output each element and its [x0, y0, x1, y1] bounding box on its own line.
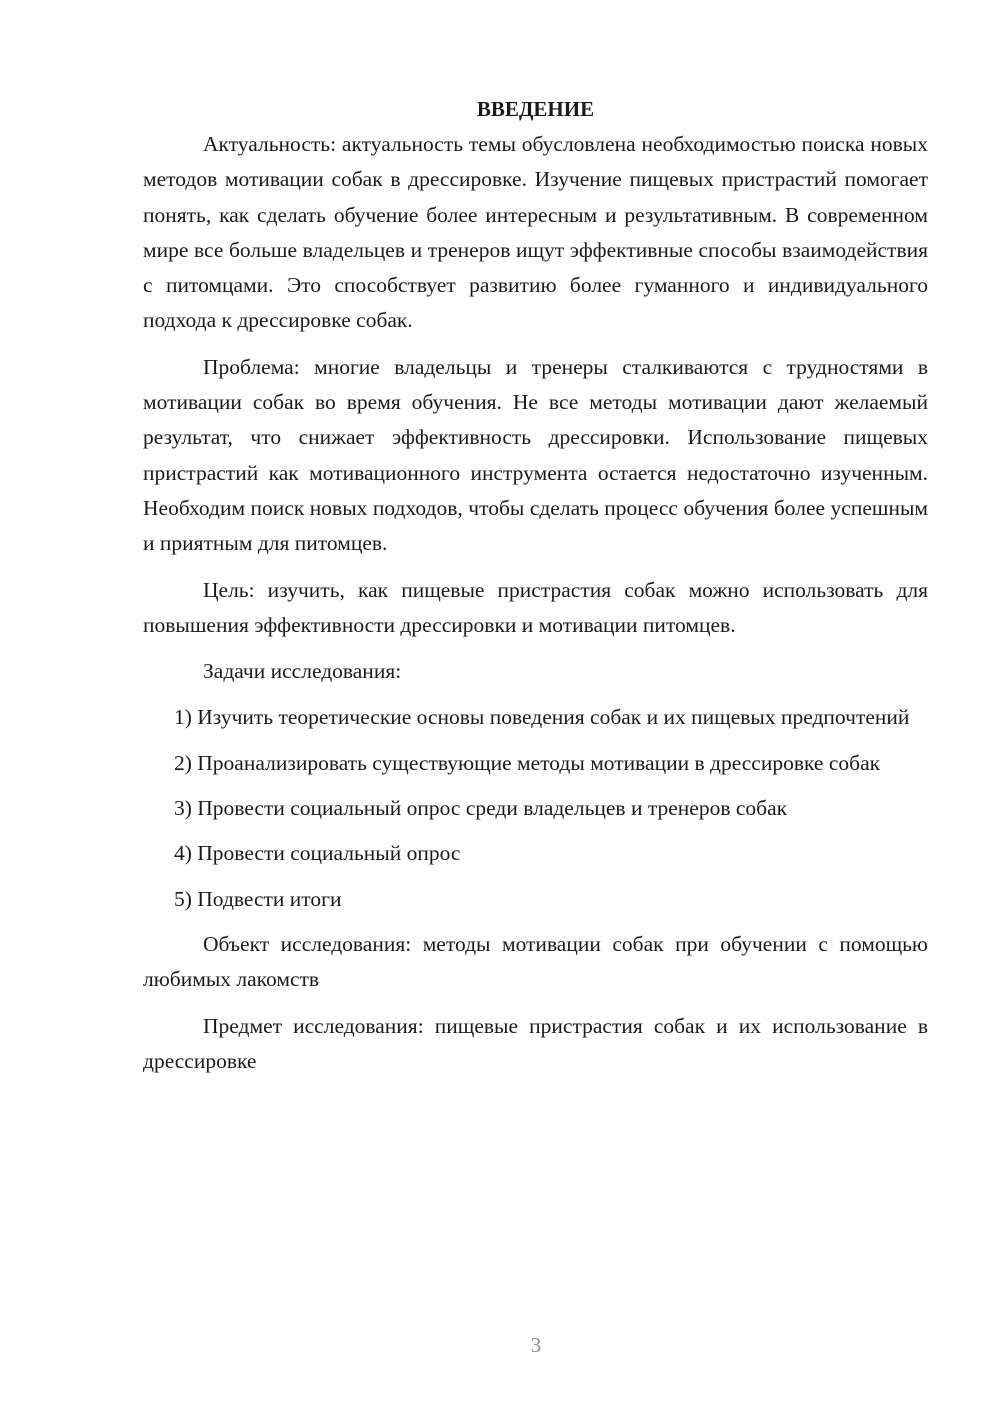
- task-item: 1) Изучить теоретические основы поведения собак и их пищевых предпочтений: [174, 705, 910, 730]
- task-item: 4) Провести социальный опрос: [174, 841, 461, 866]
- subject-paragraph: Предмет исследования: пищевые пристрастия собак и их использование в дрессировке: [143, 1013, 928, 1073]
- tasks-list: [143, 700, 928, 916]
- task-item: 2) Проанализировать существующие методы мотивации в дрессировке собак: [174, 750, 881, 775]
- goal-paragraph: Цель: изучить, как пищевые пристрастия собак можно использовать для повышения эффективности дрессировки и мотивации питомцев.: [143, 577, 928, 637]
- page-number: 3: [530, 1333, 542, 1357]
- relevance-paragraph: Актуальность: актуальность темы обусловлена необходимостью поиска новых методов мотивации собак в дрессировке. Изучение пищевых пристрастий помогает понять, как сделать обучение более интересным и результативным. В современном мире все больше владельцев и тренеров ищут эффективные способы взаимодействия с питомцами. Это способствует развитию более гуманного и индивидуального подхода к дрессировке собак.: [143, 132, 928, 333]
- problem-paragraph: Проблема: многие владельцы и тренеры сталкиваются с трудностями в мотивации собак во время обучения. Не все методы мотивации дают желаемый результат, что снижает эффективность дрессировки. Использование пищевых пристрастий как мотивационного инструмента остается недостаточно изученным. Необходим поиск новых подходов, чтобы сделать процесс обучения более успешным и приятным для питомцев.: [143, 354, 928, 556]
- task-item: 3) Провести социальный опрос среди владельцев и тренеров собак: [174, 796, 788, 821]
- object-paragraph: Объект исследования: методы мотивации собак при обучении с помощью любимых лакомств: [143, 931, 928, 992]
- task-item: 5) Подвести итоги: [174, 886, 342, 911]
- page-content: [143, 92, 928, 1079]
- section-title: ВВЕДЕНИЕ: [476, 97, 595, 121]
- tasks-heading: Задачи исследования:: [203, 659, 402, 684]
